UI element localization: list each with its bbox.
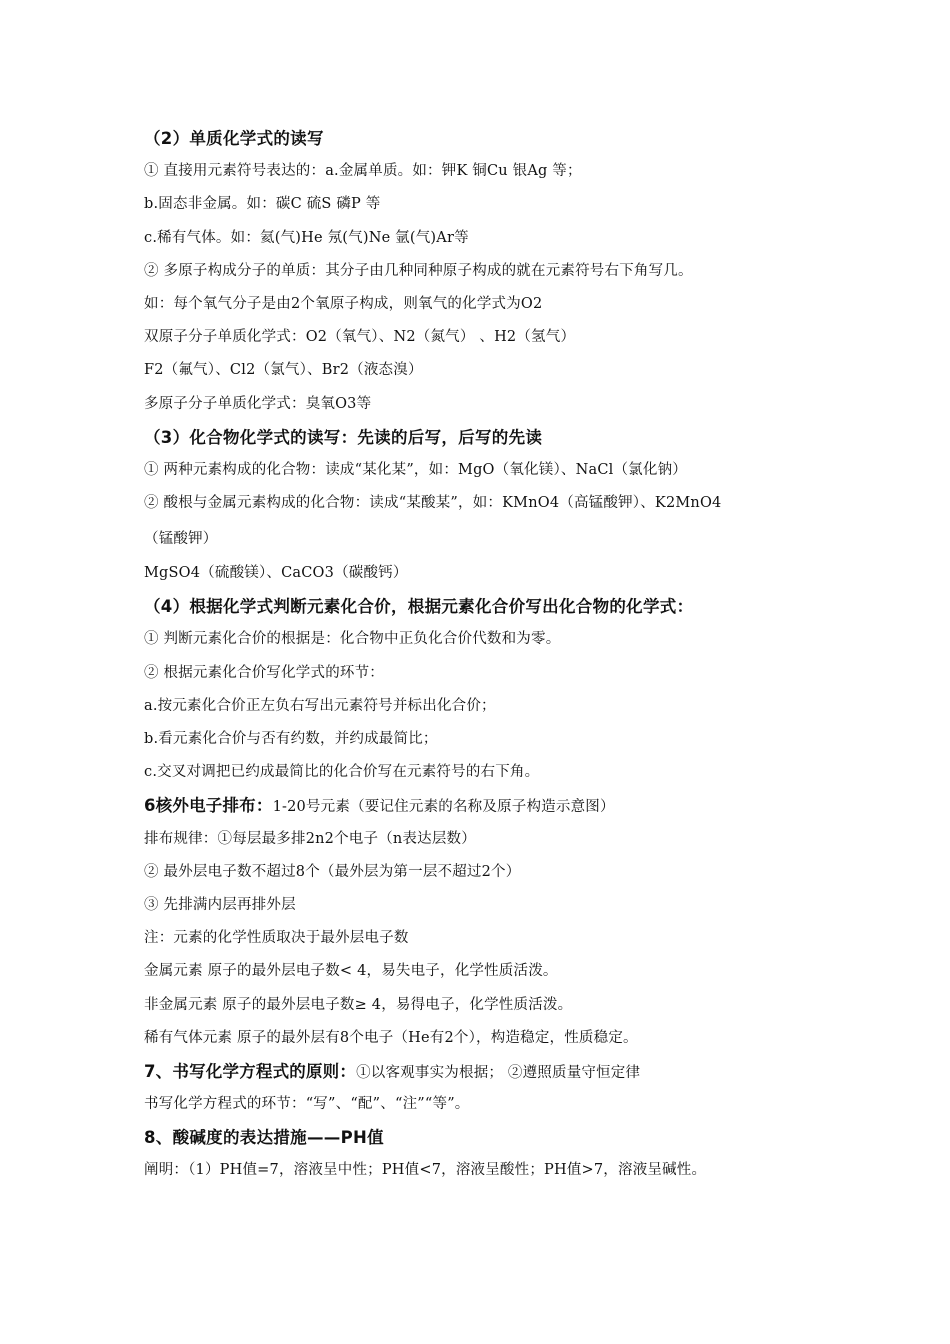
text-line: ② 多原子构成分子的单质：其分子由几种同种原子构成的就在元素符号右下角写几。 <box>144 262 693 279</box>
text-line: ② 根据元素化合价写化学式的环节： <box>144 664 385 681</box>
heading-bold-part: 7、书写化学方程式的原则： <box>144 1061 357 1081</box>
text-line: ③ 先排满内层再排外层 <box>144 896 296 913</box>
text-line: 双原子分子单质化学式：O2（氧气）、N2（氮气） 、H2（氢气） <box>144 329 576 346</box>
text-line: MgSO4（硫酸镁）、CaCO3（碳酸钙） <box>144 565 408 582</box>
heading-simple-substance-formula: （2）单质化学式的读写 <box>144 129 324 148</box>
heading-ph-value: 8、酸碱度的表达措施——PH值 <box>144 1128 384 1148</box>
heading-compound-formula: （3）化合物化学式的读写：先读的后写，后写的先读 <box>144 427 543 447</box>
heading-regular-part: 1-20号元素（要记住元素的名称及原子构造示意图） <box>272 799 615 816</box>
heading-electron-arrangement <box>144 789 864 822</box>
text-line: 多原子分子单质化学式：臭氧O3等 <box>144 395 372 412</box>
text-line: ② 酸根与金属元素构成的化合物：读成“某酸某”，如：KMnO4（高锰酸钾）、K2MnO4 <box>144 495 722 512</box>
text-line: c.稀有气体。如：氦(气)He 氖(气)Ne 氩(气)Ar等 <box>144 229 469 246</box>
text-line: 非金属元素 原子的最外层电子数≥ 4，易得电子，化学性质活泼。 <box>144 996 573 1013</box>
text-line: 稀有气体元素 原子的最外层有8个电子（He有2个），构造稳定，性质稳定。 <box>144 1029 638 1046</box>
text-line: 阐明：（1）PH值=7，溶液呈中性；PH值<7，溶液呈酸性；PH值>7，溶液呈碱性。 <box>144 1162 707 1179</box>
text-line: ② 最外层电子数不超过8个（最外层为第一层不超过2个） <box>144 863 521 880</box>
heading-valence: （4）根据化学式判断元素化合价，根据元素化合价写出化合物的化学式： <box>144 597 694 617</box>
text-line: 如：每个氧气分子是由2个氧原子构成，则氧气的化学式为O2 <box>144 295 543 312</box>
text-line: a.按元素化合价正左负右写出元素符号并标出化合价； <box>144 697 496 714</box>
text-line: F2（氟气）、Cl2（氯气）、Br2（液态溴） <box>144 362 423 379</box>
text-line: 注：元素的化学性质取决于最外层电子数 <box>144 930 409 947</box>
text-line: ① 两种元素构成的化合物：读成“某化某”，如：MgO（氧化镁）、NaCl（氯化钠） <box>144 461 687 478</box>
text-line: 金属元素 原子的最外层电子数< 4，易失电子，化学性质活泼。 <box>144 963 558 980</box>
text-line: c.交叉对调把已约成最简比的化合价写在元素符号的右下角。 <box>144 764 540 781</box>
heading-regular-part: ①以客观事实为根据； ②遵照质量守恒定律 <box>356 1064 641 1081</box>
text-line: b.看元素化合价与否有约数，并约成最简比； <box>144 731 438 747</box>
heading-equation-principles <box>144 1055 864 1088</box>
text-line: 书写化学方程式的环节：“写”、“配”、“注”“等”。 <box>144 1096 470 1113</box>
text-line: ① 直接用元素符号表达的：a.金属单质。如：钾K 铜Cu 银Ag 等； <box>144 163 582 180</box>
text-line: 排布规律：①每层最多排2n2个电子（n表达层数） <box>144 830 476 847</box>
text-line-continuation: （锰酸钾） <box>144 531 218 548</box>
heading-bold-part: 6核外电子排布： <box>144 796 273 816</box>
document-body <box>144 122 864 1188</box>
text-line: ① 判断元素化合价的根据是：化合物中正负化合价代数和为零。 <box>144 631 561 648</box>
text-line: b.固态非金属。如：碳C 硫S 磷P 等 <box>144 196 381 213</box>
